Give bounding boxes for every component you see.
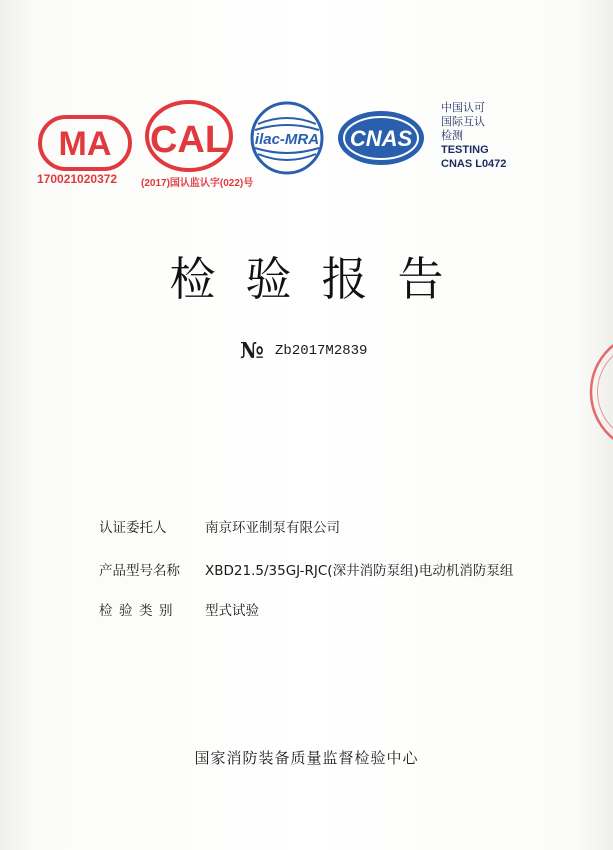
cnas-line-5: CNAS L0472 (441, 158, 507, 170)
ma-logo-text: MA (58, 125, 112, 163)
field-label: 产品型号名称 (99, 563, 180, 579)
seal-stamp-edge (581, 340, 613, 444)
cal-cert-code: (2017)国认监认字(022)号 (141, 178, 254, 189)
field-value: 型式试验 (205, 603, 259, 619)
cnas-line-3: 检测 (441, 130, 463, 142)
report-number-value: Zb2017M2839 (275, 343, 368, 359)
ilac-mra-logo (243, 100, 331, 176)
field-value: 南京环亚制泵有限公司 (205, 520, 340, 536)
cal-mark-logo (143, 96, 235, 174)
ma-cert-code: 170021020372 (37, 172, 118, 186)
cnas-accreditation-text (441, 101, 506, 171)
cnas-line-2: 国际互认 (441, 116, 485, 128)
cnas-logo (335, 108, 427, 168)
ilac-logo-text: ilac-MRA (254, 131, 320, 148)
cnas-line-1: 中国认可 (441, 102, 485, 114)
issuing-organization: 国家消防装备质量监督检验中心 (194, 749, 419, 767)
cnas-line-4: TESTING (441, 144, 489, 156)
cnas-logo-text: CNAS (349, 126, 413, 151)
number-sign: № (240, 338, 264, 364)
field-label: 检验类别 (99, 603, 179, 619)
document-title: 检验报告 (169, 252, 474, 306)
field-label: 认证委托人 (99, 520, 167, 536)
cal-logo-text: CAL (149, 119, 229, 161)
field-value: XBD21.5/35GJ-RJC(深井消防泵组)电动机消防泵组 (205, 563, 514, 579)
cma-mark-logo (38, 115, 132, 171)
report-number (240, 338, 367, 364)
